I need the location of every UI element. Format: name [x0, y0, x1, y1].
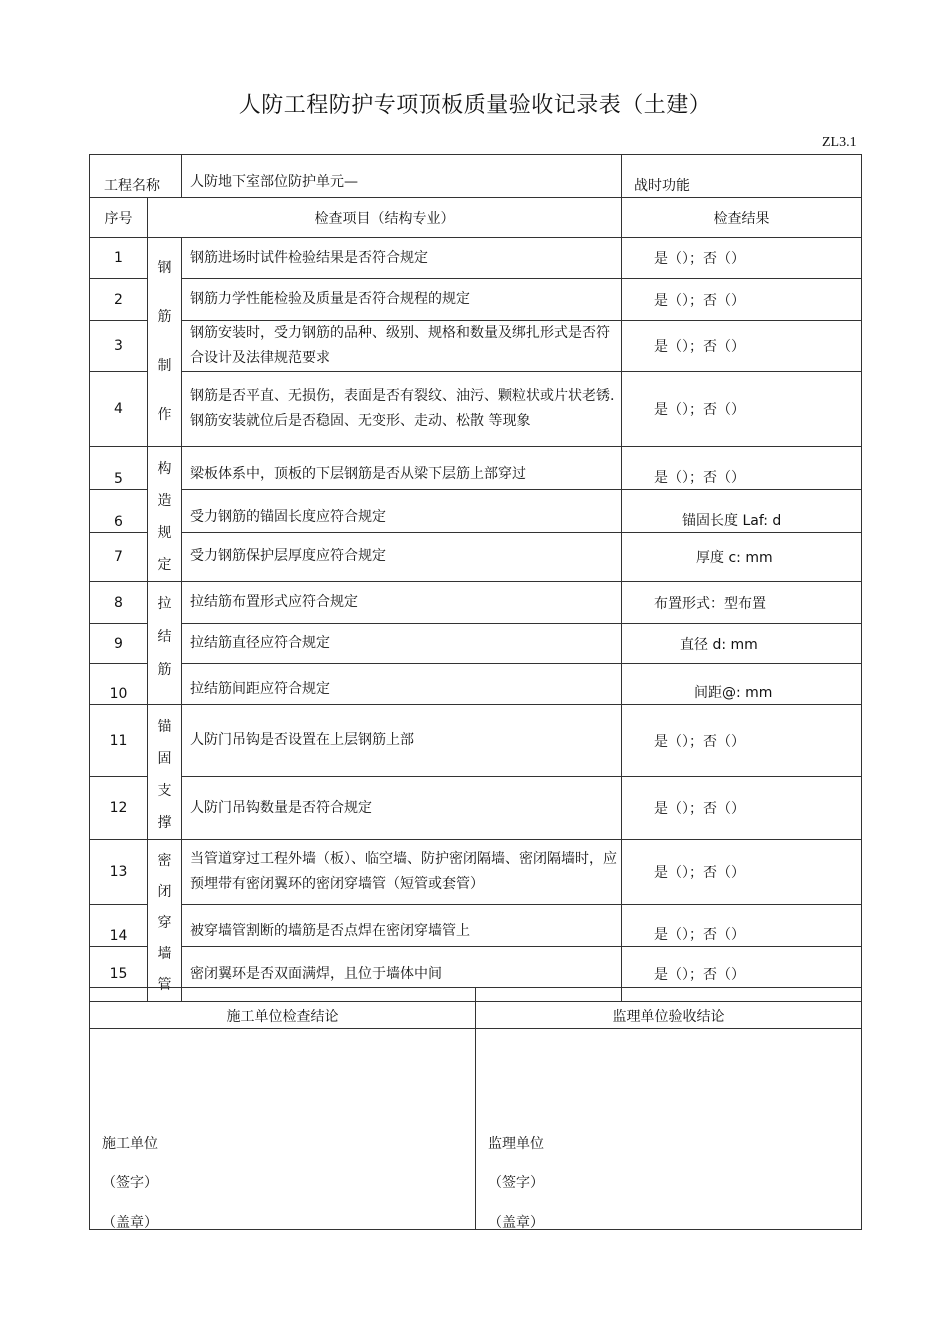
group-anchor-support	[148, 705, 182, 840]
table-row	[90, 664, 862, 705]
check-result[interactable]: 间距@: mm	[622, 664, 862, 705]
check-item: 钢筋进场时试件检验结果是否符合规定	[182, 238, 622, 279]
row-number: 11	[90, 705, 148, 777]
check-item: 钢筋力学性能检验及质量是否符合规程的规定	[182, 279, 622, 321]
check-result[interactable]: 是（）；否（）	[622, 705, 862, 777]
check-result[interactable]: 是（）；否（）	[622, 777, 862, 840]
page-title: 人防工程防护专项顶板质量验收记录表（土建）	[238, 93, 712, 118]
result-header: 检查结果	[622, 198, 862, 238]
check-item: 拉结筋布置形式应符合规定	[182, 582, 622, 624]
table-row	[90, 279, 862, 321]
check-item: 梁板体系中，顶板的下层钢筋是否从梁下层筋上部穿过	[182, 447, 622, 490]
table-row	[90, 777, 862, 840]
check-item: 受力钢筋保护层厚度应符合规定	[182, 532, 622, 581]
contractor-sign-label: （签字）	[102, 1175, 158, 1191]
project-name-label: 工程名称	[90, 155, 182, 198]
group-tie-bars	[148, 582, 182, 705]
row-number: 14	[90, 904, 148, 947]
row-number: 2	[90, 279, 148, 321]
check-item: 当管道穿过工程外墙（板）、临空墙、防护密闭隔墙、密闭隔墙时，应预埋带有密闭翼环的密闭穿墙管（短管或套管）	[182, 840, 622, 905]
table-row	[90, 840, 862, 905]
conclusion-table	[89, 987, 862, 1230]
check-result[interactable]: 是（）；否（）	[622, 372, 862, 447]
check-result[interactable]: 厚度 c: mm	[622, 532, 862, 581]
row-number: 8	[90, 582, 148, 624]
check-result[interactable]: 是（）；否（）	[622, 279, 862, 321]
table-row	[90, 532, 862, 581]
inspection-table	[89, 154, 862, 1002]
group-label: 锚固支撑	[157, 719, 172, 831]
row-number: 4	[90, 372, 148, 447]
row-number: 15	[90, 947, 148, 1002]
contractor-conclusion-title: 施工单位检查结论	[90, 988, 476, 1029]
header-row	[90, 198, 862, 238]
group-label: 钢筋制作	[157, 260, 172, 423]
group-label: 密闭穿墙管	[157, 853, 172, 993]
table-row	[90, 321, 862, 372]
supervisor-sign-label: （签字）	[488, 1175, 544, 1191]
check-result[interactable]: 锚固长度 Laf: d	[622, 489, 862, 532]
row-number: 12	[90, 777, 148, 840]
check-item: 被穿墙管割断的墙筋是否点焊在密闭穿墙管上	[182, 904, 622, 947]
supervisor-seal-label: （盖章）	[488, 1215, 544, 1231]
table-row	[90, 447, 862, 490]
table-row	[90, 489, 862, 532]
row-number: 9	[90, 624, 148, 664]
group-sealed-wall-pipe	[148, 840, 182, 1002]
form-code: ZL3.1	[822, 135, 857, 150]
table-row	[90, 582, 862, 624]
check-result[interactable]: 是（）；否（）	[622, 238, 862, 279]
contractor-seal-label: （盖章）	[102, 1215, 158, 1231]
row-number: 13	[90, 840, 148, 905]
row-number: 6	[90, 489, 148, 532]
table-row	[90, 904, 862, 947]
check-item: 钢筋是否平直、无损伤，表面是否有裂纹、油污、颗粒状或片状老锈.钢筋安装就位后是否稳固、无变形、走动、松散 等现象	[182, 372, 622, 447]
group-construction-rules	[148, 447, 182, 582]
row-number: 1	[90, 238, 148, 279]
row-number: 7	[90, 532, 148, 581]
check-item: 人防门吊钩是否设置在上层钢筋上部	[182, 705, 622, 777]
supervisor-unit-label: 监理单位	[488, 1136, 544, 1152]
check-item: 受力钢筋的锚固长度应符合规定	[182, 489, 622, 532]
row-number: 3	[90, 321, 148, 372]
row-number: 10	[90, 664, 148, 705]
check-item: 密闭翼环是否双面满焊，且位于墙体中间	[182, 947, 622, 1002]
project-row	[90, 155, 862, 198]
group-label: 构造规定	[157, 461, 172, 573]
check-item: 钢筋安装时，受力钢筋的品种、级别、规格和数量及绑扎形式是否符合设计及法律规范要求	[182, 321, 622, 372]
group-rebar-fabrication	[148, 238, 182, 447]
check-result[interactable]: 是（）；否（）	[622, 447, 862, 490]
group-label: 拉结筋	[157, 596, 172, 678]
table-row	[90, 705, 862, 777]
check-item: 拉结筋直径应符合规定	[182, 624, 622, 664]
contractor-unit-label: 施工单位	[102, 1136, 158, 1152]
wartime-function-label: 战时功能	[622, 155, 862, 198]
check-result[interactable]: 直径 d: mm	[622, 624, 862, 664]
supervisor-conclusion-box[interactable]	[476, 1029, 862, 1230]
check-result[interactable]: 是（）；否（）	[622, 904, 862, 947]
item-header: 检查项目（结构专业）	[148, 198, 622, 238]
project-name-value[interactable]: 人防地下室部位防护单元—	[182, 155, 622, 198]
row-number: 5	[90, 447, 148, 490]
supervisor-conclusion-title: 监理单位验收结论	[476, 988, 862, 1029]
table-row	[90, 624, 862, 664]
check-item: 拉结筋间距应符合规定	[182, 664, 622, 705]
contractor-conclusion-box[interactable]	[90, 1029, 476, 1230]
table-row	[90, 372, 862, 447]
check-result[interactable]: 是（）；否（）	[622, 321, 862, 372]
check-result[interactable]: 是（）；否（）	[622, 947, 862, 1002]
seq-header: 序号	[90, 198, 148, 238]
check-result[interactable]: 是（）；否（）	[622, 840, 862, 905]
check-item: 人防门吊钩数量是否符合规定	[182, 777, 622, 840]
table-row	[90, 238, 862, 279]
check-result[interactable]: 布置形式：型布置	[622, 582, 862, 624]
